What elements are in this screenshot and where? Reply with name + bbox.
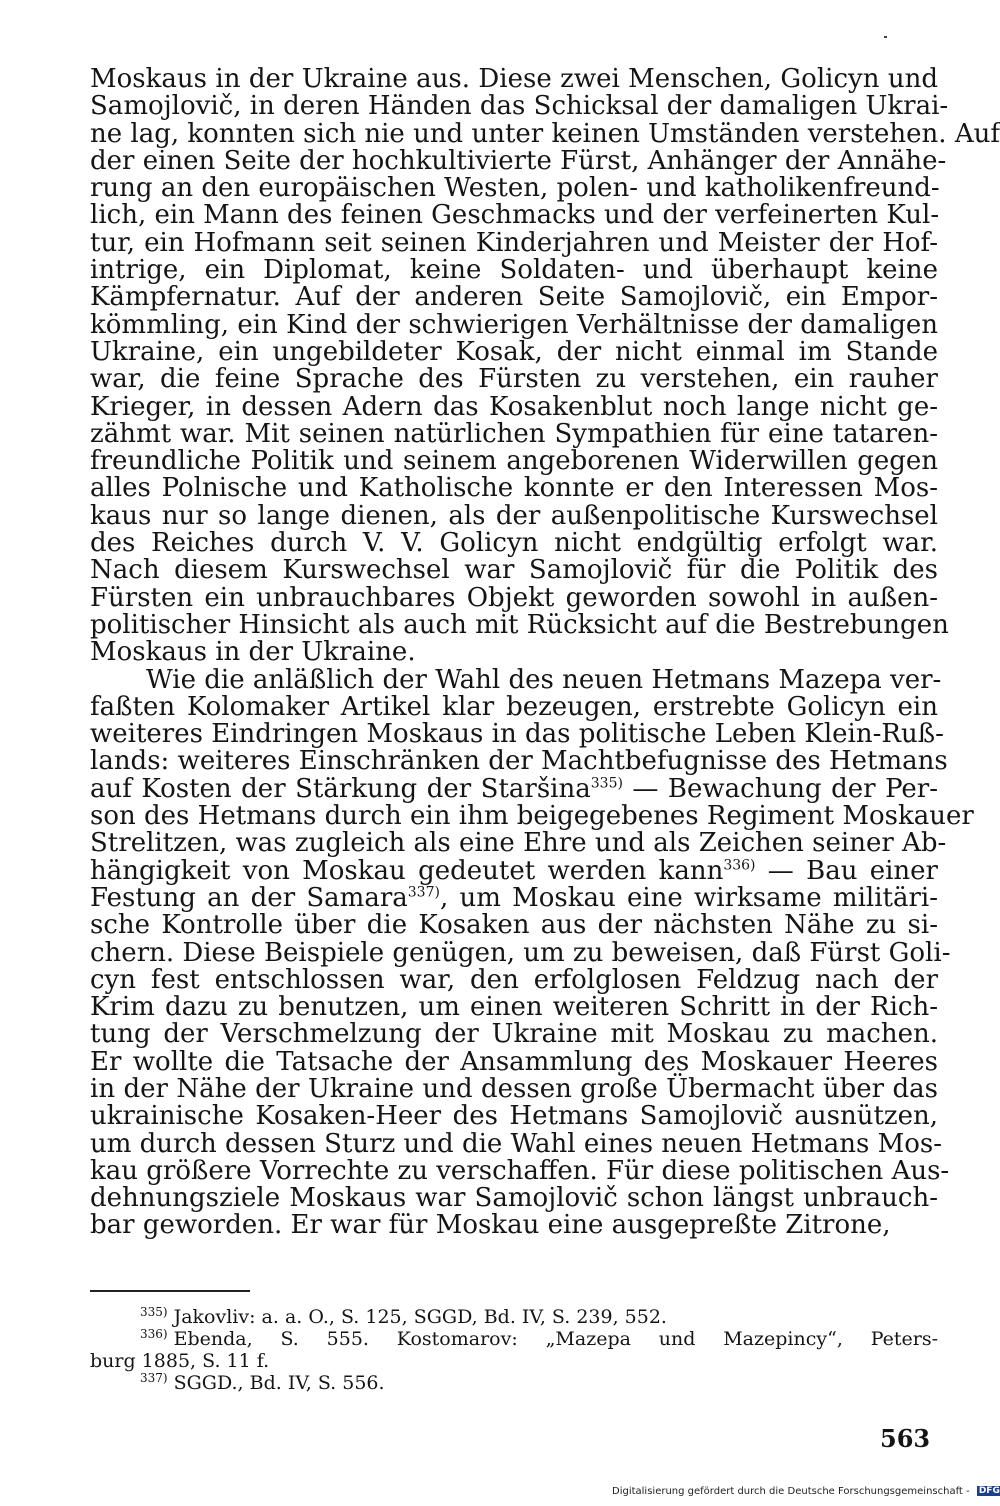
footnote-text: SGGD., Bd. IV, S. 556. (173, 1372, 385, 1394)
text-line: ne lag, konnten sich nie und unter keinen Umständen verstehen. Auf (90, 118, 1000, 149)
text-line: Er wollte die Tatsache der Ansammlung des Moskauer Heeres (90, 1046, 938, 1077)
scan-speck (884, 36, 887, 38)
text-line: ukrainische Kosaken-Heer des Hetmans Samojlovič ausnützen, (90, 1101, 938, 1132)
footnote-line (90, 1372, 938, 1394)
text-line: Kämpfernatur. Auf der anderen Seite Samojlovič, ein Empor- (90, 282, 938, 313)
text-line: Nach diesem Kurswechsel war Samojlovič für die Politik des (90, 555, 938, 586)
text-line: bar geworden. Er war für Moskau eine ausgepreßte Zitrone, (90, 1210, 891, 1241)
text-line: sche Kontrolle über die Kosaken aus der nächsten Nähe zu si- (90, 910, 938, 941)
text-segment: Festung an der Samara (90, 882, 408, 913)
text-line: tung der Verschmelzung der Ukraine mit Moskau zu machen. (90, 1019, 938, 1050)
text-segment: auf Kosten der Stärkung der Staršina (90, 773, 591, 804)
text-line: Moskaus in der Ukraine aus. Diese zwei Menschen, Golicyn und (90, 64, 938, 94)
page-number: 563 (880, 1424, 931, 1453)
digitization-credit (612, 1486, 1000, 1497)
text-segment: — Bau einer (755, 855, 938, 886)
text-line: in der Nähe der Ukraine und dessen große Übermacht über das (90, 1073, 938, 1104)
text-line: freundliche Politik und seinem angeborenen Widerwillen gegen (90, 446, 938, 477)
footnote-text: burg 1885, S. 11 f. (90, 1350, 270, 1372)
footnote-reference: 335) (590, 775, 623, 792)
text-line: kau größere Vorrechte zu verschaffen. Für diese politischen Aus- (90, 1155, 950, 1186)
text-line: Strelitzen, was zugleich als eine Ehre und als Zeichen seiner Ab- (90, 828, 947, 859)
text-line (90, 882, 938, 913)
main-text-block (90, 64, 1000, 1241)
text-line: Moskaus in der Ukraine. (90, 637, 416, 668)
text-line: kaus nur so lange dienen, als der außenpolitische Kurswechsel (90, 500, 938, 531)
text-line: des Reiches durch V. V. Golicyn nicht endgültig erfolgt war. (90, 528, 938, 559)
footnote-number: 336) (140, 1326, 168, 1341)
footnotes-block (90, 1306, 938, 1394)
text-line: rung an den europäischen Westen, polen- und katholikenfreund- (90, 173, 940, 204)
footnote-number: 337) (140, 1370, 168, 1385)
text-segment: — Bewachung der Per- (622, 773, 938, 804)
text-line: chern. Diese Beispiele genügen, um zu beweisen, daß Fürst Goli- (90, 937, 951, 968)
text-line: lands: weiteres Einschränken der Machtbefugnisse des Hetmans (90, 746, 948, 777)
text-line: Fürsten ein unbrauchbares Objekt geworden sowohl in außen- (90, 582, 938, 613)
text-line (90, 855, 938, 886)
text-line: Ukraine, ein ungebildeter Kosak, der nicht einmal im Stande (90, 336, 938, 367)
dfg-logo: DFG (978, 1486, 1000, 1496)
text-segment: hängigkeit von Moskau gedeutet werden kann (90, 855, 724, 886)
footnote-reference: 337) (407, 884, 440, 901)
text-line: intrige, ein Diplomat, keine Soldaten- und überhaupt keine (90, 255, 938, 286)
text-line: faßten Kolomaker Artikel klar bezeugen, erstrebte Golicyn ein (90, 691, 938, 722)
footnote-reference: 336) (723, 856, 756, 873)
footnote-text: Ebenda, S. 555. Kostomarov: „Mazepa und Mazepincy“, Peters- (173, 1328, 938, 1350)
text-line: politischer Hinsicht als auch mit Rücksicht auf die Bestrebungen (90, 609, 949, 640)
text-line: zähmt war. Mit seinen natürlichen Sympathien für eine tataren- (90, 418, 938, 449)
text-line: Krieger, in dessen Adern das Kosakenblut noch lange nicht ge- (90, 391, 938, 422)
text-line: Samojlovič, in deren Händen das Schicksal der damaligen Ukrai- (90, 91, 949, 122)
text-line: dehnungsziele Moskaus war Samojlovič schon längst unbrauch- (90, 1183, 938, 1214)
text-line: der einen Seite der hochkultivierte Fürst, Anhänger der Annähe- (90, 145, 947, 176)
text-line: lich, ein Mann des feinen Geschmacks und der verfeinerten Kul- (90, 200, 940, 231)
footnote-line (90, 1306, 938, 1328)
text-line: tur, ein Hofmann seit seinen Kinderjahren und Meister der Hof- (90, 227, 938, 258)
text-line: Wie die anläßlich der Wahl des neuen Hetmans Mazepa ver- (146, 664, 942, 695)
footnote-line (90, 1350, 938, 1372)
text-line: kömmling, ein Kind der schwierigen Verhältnisse der damaligen (90, 309, 938, 340)
text-line: alles Polnische und Katholische konnte er den Interessen Mos- (90, 473, 938, 504)
text-line: son des Hetmans durch ein ihm beigegebenes Regiment Moskauer (90, 801, 974, 832)
footnote-line (90, 1328, 938, 1350)
text-line: um durch dessen Sturz und die Wahl eines neuen Hetmans Mos- (90, 1128, 942, 1159)
credit-text: Digitalisierung gefördert durch die Deutsche Forschungsgemeinschaft - (612, 1486, 970, 1497)
text-segment: , um Moskau eine wirksame militäri- (439, 882, 938, 913)
text-line (90, 773, 938, 804)
text-line: cyn fest entschlossen war, den erfolglosen Feldzug nach der (90, 964, 938, 995)
footnote-text: Jakovliv: a. a. O., S. 125, SGGD, Bd. IV, S. 239, 552. (173, 1306, 667, 1328)
text-line: Krim dazu zu benutzen, um einen weiteren Schritt in der Rich- (90, 992, 938, 1023)
footnote-number: 335) (140, 1304, 168, 1319)
text-line: weiteres Eindringen Moskaus in das politische Leben Klein-Ruß- (90, 719, 944, 750)
footnote-separator (90, 1290, 250, 1292)
text-line: war, die feine Sprache des Fürsten zu verstehen, ein rauher (90, 364, 938, 395)
